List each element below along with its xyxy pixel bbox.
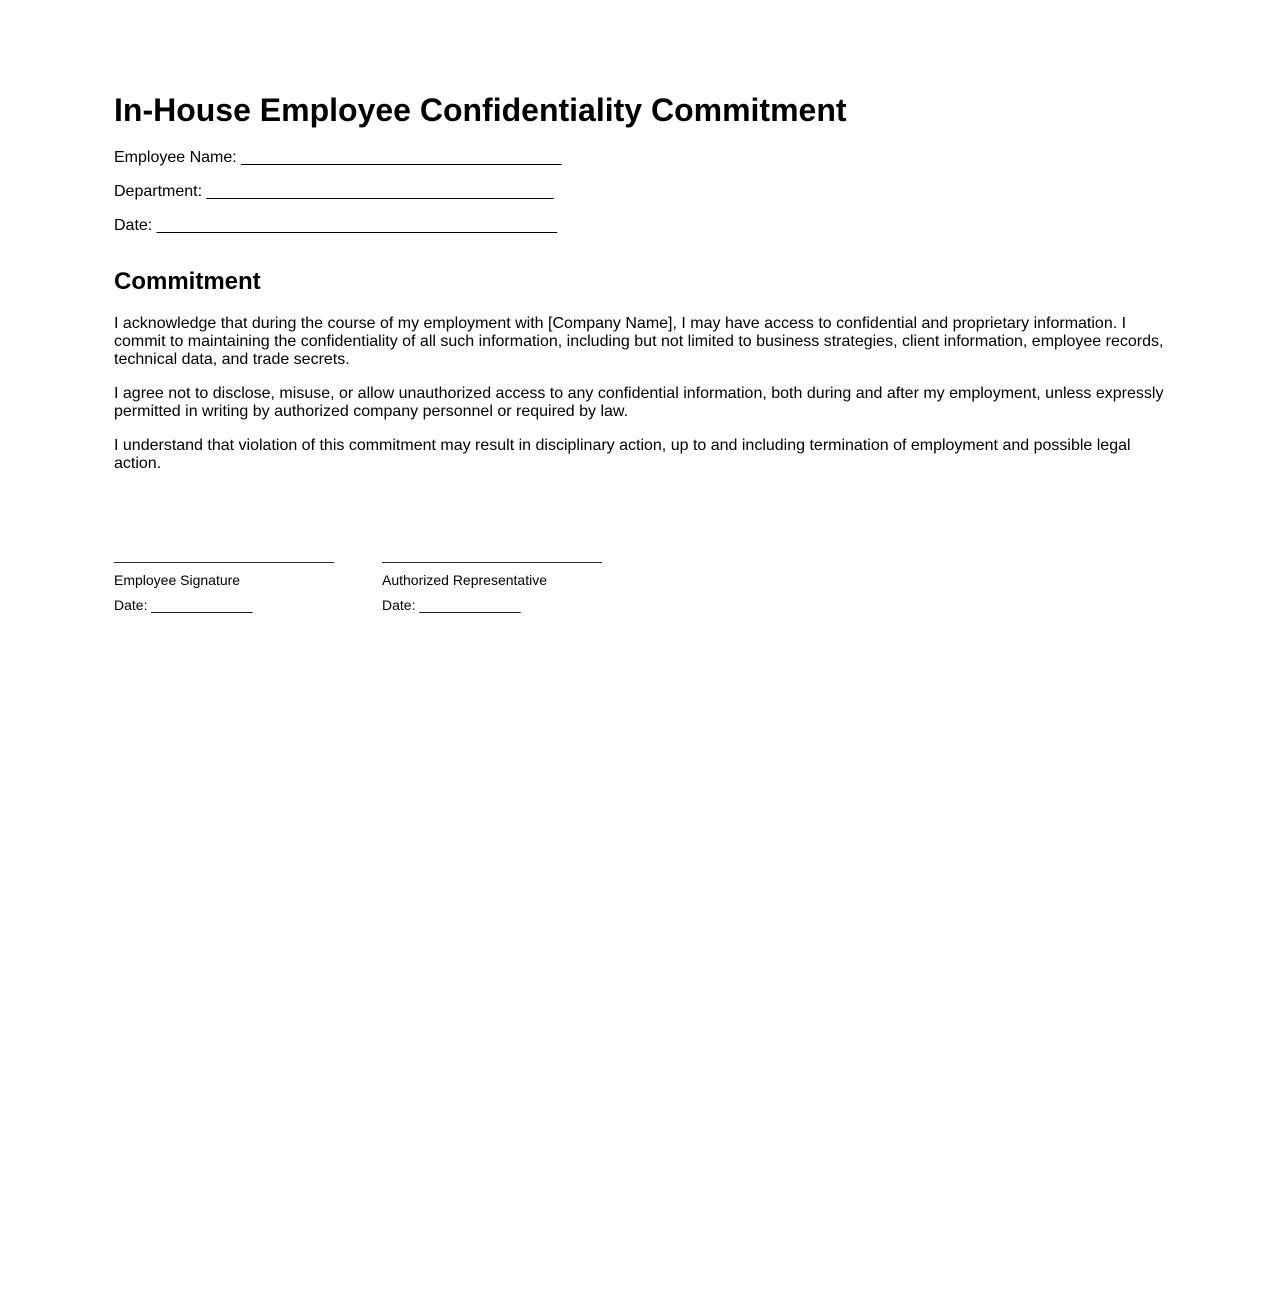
document-title: In-House Employee Confidentiality Commitment <box>114 92 847 128</box>
paragraph-consequences: I understand that violation of this commitment may result in disciplinary action, up to and including termination of employment and possible legal action. <box>114 437 1131 472</box>
representative-signature-date-label: Date: <box>382 597 416 613</box>
employee-signature-date-blank: _____________ <box>151 597 253 613</box>
employee-signature-block <box>114 544 334 613</box>
employee-name-blank: ____________________________________ <box>241 149 562 166</box>
employee-name-label: Employee Name: <box>114 149 237 166</box>
date-field <box>114 217 557 235</box>
representative-signature-date <box>382 597 602 613</box>
employee-name-field <box>114 149 562 167</box>
representative-signature-line <box>382 544 602 563</box>
department-blank: _______________________________________ <box>206 183 554 200</box>
paragraph-non-disclosure: I agree not to disclose, misuse, or allow unauthorized access to any confidential information, both during and after my employment, unless expressly permitted in writing by authorized company personnel or required by law. <box>114 385 1164 420</box>
department-field <box>114 183 554 201</box>
department-label: Department: <box>114 183 203 200</box>
section-heading-commitment: Commitment <box>114 268 261 295</box>
employee-signature-label: Employee Signature <box>114 572 241 588</box>
representative-signature-date-blank: _____________ <box>419 597 521 613</box>
representative-signature-label: Authorized Representative <box>382 572 547 588</box>
date-label: Date: <box>114 217 153 234</box>
representative-signature-block <box>382 544 602 613</box>
employee-signature-date <box>114 597 334 613</box>
paragraph-acknowledgement: I acknowledge that during the course of my employment with [Company Name], I may have access to confidential and proprietary information. I commit to maintaining the confidentiality of all such information, including but not limited to business strategies, client information, employee records, technical data, and trade secrets. <box>114 315 1164 368</box>
employee-signature-date-label: Date: <box>114 597 148 613</box>
employee-signature-line <box>114 544 334 563</box>
date-blank: _____________________________________________ <box>156 217 558 234</box>
